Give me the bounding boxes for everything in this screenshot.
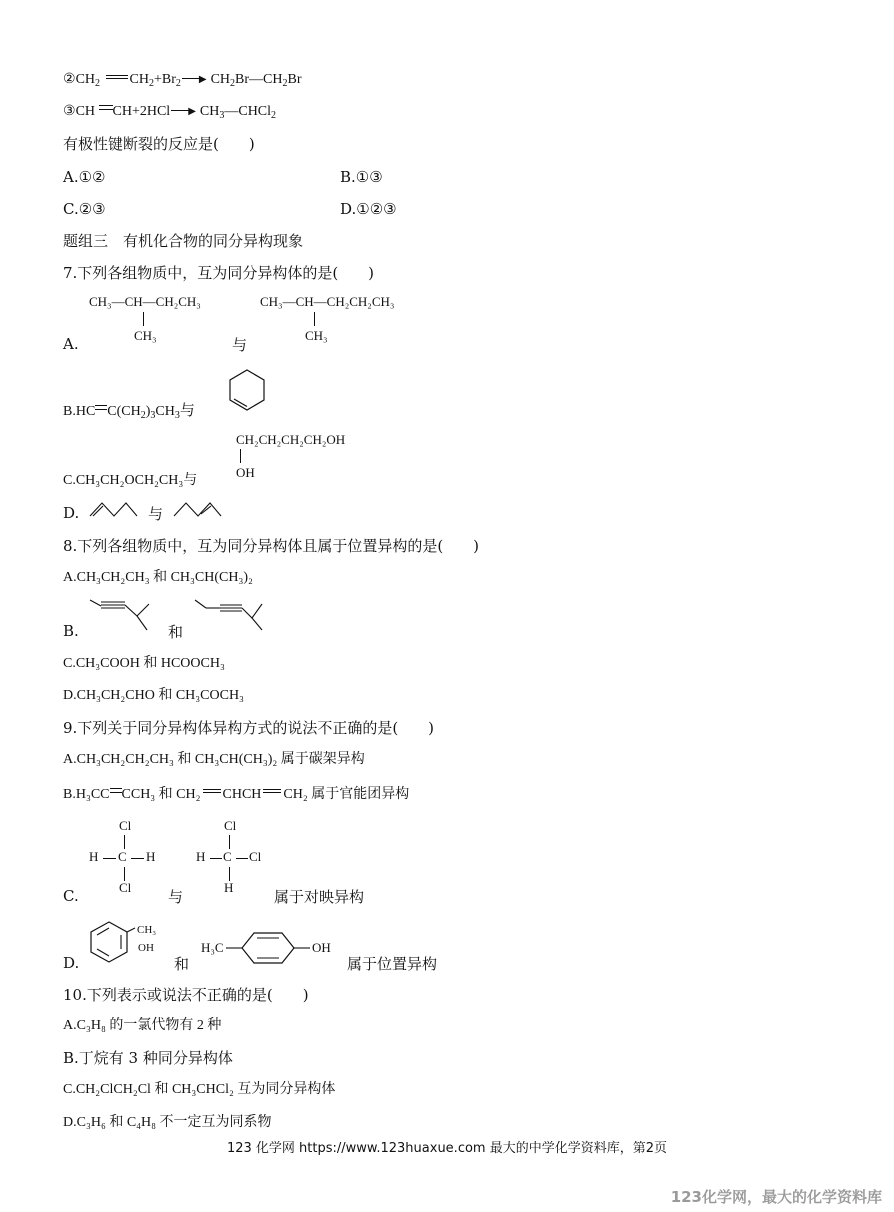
q8-b-skeletal-2	[194, 598, 266, 634]
q7-option-c: C.CH₃CH₂OCH₂CH₃与	[63, 473, 198, 488]
q7-a-molecule-1-branch: CH₃	[134, 328, 157, 343]
reaction-2: $②CH_2$ $CH_2+Br_2$ ▶ $CH_2Br—CH_2Br$	[63, 72, 302, 89]
q7-a-and: 与	[232, 336, 248, 354]
q9-c-m2-cl-right: Cl	[249, 849, 262, 864]
q9-c-m1-bond-down	[124, 867, 125, 881]
q10-stem: 10.下列表示或说法不正确的是( )	[63, 986, 309, 1004]
q6-option-d: D.①②③	[340, 200, 397, 218]
o-cresol-hydroxyl: OH	[138, 942, 154, 954]
q9-option-a: A.CH₃CH₂CH₂CH₃ 和 CH₃CH(CH₃)₂ 属于碳架异构	[63, 752, 365, 767]
o-cresol-ring	[89, 918, 137, 968]
page-footer: 123 化学网 https://www.123huaxue.com 最大的中学化学资料库，第2页	[226, 1141, 667, 1156]
watermark: 123化学网，最大的化学资料库	[670, 1188, 882, 1206]
q9-c-m1-carbon: C	[118, 849, 127, 864]
q8-stem: 8.下列各组物质中，互为同分异构体且属于位置异构的是( )	[63, 537, 480, 555]
q7-a-bond-1	[143, 312, 144, 326]
q6-stem: 有极性键断裂的反应是( )	[63, 135, 255, 153]
q8-b-and: 和	[168, 623, 184, 641]
q6-option-b: B.①③	[340, 168, 383, 186]
p-cresol-methyl: H₃C	[201, 940, 224, 955]
reaction-3: ③CH CH+2HCl ▶ $CH_3—CHCl_2$	[63, 104, 277, 121]
q9-c-m1-cl-bottom: Cl	[119, 880, 132, 895]
q7-a-bond-2	[314, 312, 315, 326]
q9-d-and: 和	[174, 955, 190, 973]
q6-option-a: A.①②	[63, 168, 106, 186]
q7-c-bond	[240, 449, 241, 463]
q9-c-conclusion: 属于对映异构	[274, 888, 365, 906]
q7-stem: 7.下列各组物质中，互为同分异构体的是( )	[63, 264, 375, 282]
q9-c-m2-cl-top: Cl	[224, 818, 237, 833]
p-cresol-hydroxyl: OH	[312, 940, 331, 955]
q9-c-m1-bond-left	[103, 858, 116, 859]
q9-c-m1-bond-right	[131, 858, 144, 859]
q8-option-a: A.CH₃CH₂CH₃ 和 CH₃CH(CH₃)₂	[63, 570, 253, 585]
q10-option-d: D.C₃H₆ 和 C₄H₈ 不一定互为同系物	[63, 1115, 272, 1130]
q8-option-b-label: B.	[63, 622, 79, 640]
q8-option-d: D.CH₃CH₂CHO 和 CH₃COCH₃	[63, 688, 244, 703]
q9-option-b: B.H₃CC CCH₃ 和 CH₂ CHCH CH₂ 属于官能团异构	[63, 787, 410, 802]
cyclohexene-structure	[228, 368, 266, 414]
q9-stem: 9.下列关于同分异构体异构方式的说法不正确的是( )	[63, 719, 435, 737]
q9-option-c-label: C.	[63, 887, 79, 905]
q8-b-skeletal-1	[89, 598, 159, 634]
q10-option-c: C.CH₂ClCH₂Cl 和 CH₃CHCl₂ 互为同分异构体	[63, 1082, 336, 1097]
q7-option-d-label: D.	[63, 504, 80, 522]
q9-c-m1-h-right: H	[146, 849, 156, 864]
q7-a-molecule-2-chain: CH₃—CH—CH₂CH₂CH₃	[260, 294, 395, 309]
p-cresol-ring	[226, 930, 316, 968]
q9-c-and: 与	[168, 888, 184, 906]
q7-a-molecule-2-branch: CH₃	[305, 328, 328, 343]
q9-c-m1-bond-up	[124, 835, 125, 849]
q10-option-a: A.C₃H₈ 的一氯代物有 2 种	[63, 1018, 222, 1033]
q6-option-c: C.②③	[63, 200, 106, 218]
q9-c-m2-h-left: H	[196, 849, 206, 864]
q7-d-skeletal-1	[89, 500, 139, 518]
q9-c-m2-carbon: C	[223, 849, 232, 864]
q9-c-m1-h-left: H	[89, 849, 99, 864]
q7-c-hydroxyl: OH	[236, 465, 255, 480]
q7-option-b: B.HC $C(CH_2)_3CH_3$与	[63, 401, 195, 421]
q9-c-m2-bond-right	[236, 858, 248, 859]
q7-a-molecule-1-chain: CH₃—CH—CH₂CH₃	[89, 294, 201, 309]
q10-option-b: B.丁烷有 3 种同分异构体	[63, 1049, 233, 1067]
o-cresol-methyl: CH₃	[137, 924, 157, 936]
q7-d-and: 与	[148, 505, 164, 523]
group-3-heading: 题组三 有机化合物的同分异构现象	[63, 232, 304, 250]
q9-c-m2-bond-down	[229, 867, 230, 881]
q9-option-d-label: D.	[63, 954, 80, 972]
q9-d-conclusion: 属于位置异构	[347, 955, 438, 973]
q9-c-m2-h-bottom: H	[224, 880, 234, 895]
q8-option-c: C.CH₃COOH 和 HCOOCH₃	[63, 656, 225, 671]
q9-c-m2-bond-up	[229, 835, 230, 849]
q7-option-a-label: A.	[63, 335, 79, 353]
q9-c-m1-cl-top: Cl	[119, 818, 132, 833]
q7-c-butanediol-chain: CH₂CH₂CH₂CH₂OH	[236, 432, 346, 447]
q9-c-m2-bond-left	[210, 858, 222, 859]
q7-d-skeletal-2	[173, 500, 223, 518]
